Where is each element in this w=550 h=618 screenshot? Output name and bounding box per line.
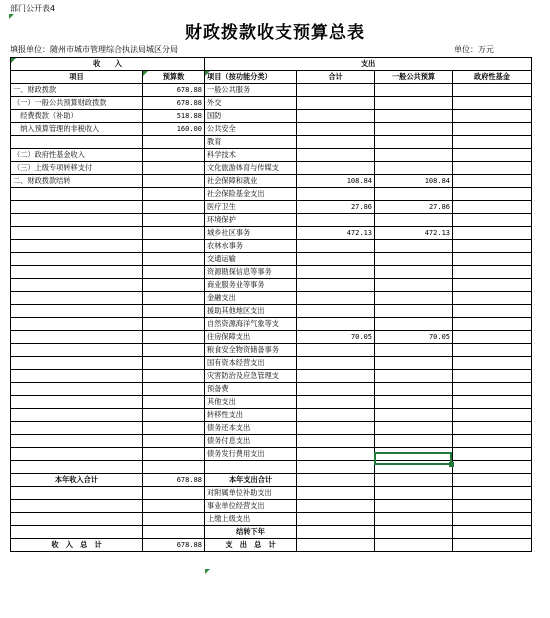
table-row xyxy=(11,149,532,162)
expense-general-cell xyxy=(375,383,453,396)
table-row xyxy=(11,344,532,357)
expense-fund-cell xyxy=(453,175,532,188)
cell xyxy=(143,486,205,499)
table-row xyxy=(11,396,532,409)
expense-fund-cell xyxy=(453,383,532,396)
expense-item-cell: 社会保险基金支出 xyxy=(205,188,297,201)
expense-item-cell: 预备费 xyxy=(205,383,297,396)
income-total-value: 678.88 xyxy=(143,473,205,486)
expense-total-cell xyxy=(297,97,375,110)
comment-marker-icon xyxy=(11,58,16,63)
table-row xyxy=(11,318,532,331)
expense-item-cell: 城乡社区事务 xyxy=(205,227,297,240)
header-row-1 xyxy=(11,58,532,71)
expense-fund-cell xyxy=(453,448,532,461)
expense-fund-cell xyxy=(453,357,532,370)
cell xyxy=(143,512,205,525)
income-value-cell xyxy=(143,357,205,370)
col-budget-header: 预算数 xyxy=(143,71,205,84)
expense-fund-cell xyxy=(453,188,532,201)
expense-fund-cell xyxy=(453,162,532,175)
table-row xyxy=(11,383,532,396)
expense-fund-cell xyxy=(453,214,532,227)
income-value-cell xyxy=(143,318,205,331)
expense-general-cell xyxy=(375,188,453,201)
expense-item-cell: 科学技术 xyxy=(205,149,297,162)
table-row xyxy=(11,422,532,435)
expense-general-cell xyxy=(375,162,453,175)
expense-general-cell xyxy=(375,292,453,305)
expense-item-cell: 商业服务业等事务 xyxy=(205,279,297,292)
income-item-cell xyxy=(11,227,143,240)
cell xyxy=(297,512,375,525)
income-value-cell xyxy=(143,435,205,448)
income-value-cell: 678.88 xyxy=(143,97,205,110)
income-item-cell xyxy=(11,435,143,448)
extra-row xyxy=(11,486,532,499)
expense-fund-cell xyxy=(453,123,532,136)
cell xyxy=(453,512,532,525)
income-value-cell xyxy=(143,214,205,227)
income-value-cell xyxy=(143,279,205,292)
income-value-cell xyxy=(143,201,205,214)
expense-total-cell: 27.86 xyxy=(297,201,375,214)
cell xyxy=(453,499,532,512)
corner-label: 部门公开表4 xyxy=(10,4,56,13)
expense-total-cell xyxy=(297,84,375,97)
table-row xyxy=(11,253,532,266)
income-item-cell xyxy=(11,279,143,292)
expense-total-cell xyxy=(297,214,375,227)
expense-total-cell xyxy=(297,110,375,123)
table-row xyxy=(11,292,532,305)
cell xyxy=(453,486,532,499)
table-row xyxy=(11,188,532,201)
expense-total-cell xyxy=(297,149,375,162)
expense-general-cell xyxy=(375,97,453,110)
expense-item-cell: 环境保护 xyxy=(205,214,297,227)
income-item-cell: 一、财政拨款 xyxy=(11,84,143,97)
expense-fund-cell xyxy=(453,240,532,253)
table-row xyxy=(11,227,532,240)
cell xyxy=(375,512,453,525)
table-row xyxy=(11,279,532,292)
expense-general-cell xyxy=(375,84,453,97)
expense-total-cell xyxy=(297,292,375,305)
table-row xyxy=(11,97,532,110)
expense-general-cell xyxy=(375,422,453,435)
expense-item-cell: 教育 xyxy=(205,136,297,149)
expense-item-cell: 住房保障支出 xyxy=(205,331,297,344)
table-row xyxy=(11,162,532,175)
income-value-cell xyxy=(143,370,205,383)
page-title: 财政拨款收支预算总表 xyxy=(185,23,365,43)
col-general-header: 一般公共预算 xyxy=(375,71,453,84)
cell xyxy=(11,499,143,512)
expense-general-cell: 70.05 xyxy=(375,331,453,344)
expense-total-cell: 70.05 xyxy=(297,331,375,344)
expense-total-cell xyxy=(297,318,375,331)
table-row xyxy=(11,201,532,214)
cell xyxy=(143,499,205,512)
comment-marker-icon xyxy=(205,569,210,574)
expense-total-cell xyxy=(297,357,375,370)
expense-fund-cell xyxy=(453,253,532,266)
budget-table xyxy=(10,57,532,552)
expense-total-cell xyxy=(297,279,375,292)
income-value-cell xyxy=(143,240,205,253)
cell xyxy=(297,499,375,512)
income-value-cell xyxy=(143,344,205,357)
expense-item-cell: 金融支出 xyxy=(205,292,297,305)
expense-fund-cell xyxy=(453,97,532,110)
income-item-cell xyxy=(11,266,143,279)
table-row xyxy=(11,331,532,344)
table-row xyxy=(11,409,532,422)
income-value-cell xyxy=(143,175,205,188)
expense-fund-cell xyxy=(453,396,532,409)
income-value-cell xyxy=(143,383,205,396)
expense-total-cell xyxy=(297,396,375,409)
expense-header: 支出 xyxy=(205,58,532,71)
expense-item-cell xyxy=(205,461,297,474)
income-item-cell: （一）一般公共预算财政拨款 xyxy=(11,97,143,110)
extra-row-label: 上缴上级支出 xyxy=(205,512,297,525)
expense-total-cell xyxy=(297,344,375,357)
expense-general-cell xyxy=(375,253,453,266)
expense-item-cell: 国防 xyxy=(205,110,297,123)
cell xyxy=(375,499,453,512)
income-item-cell xyxy=(11,409,143,422)
expense-total-cell xyxy=(297,266,375,279)
income-value-cell xyxy=(143,188,205,201)
income-item-cell xyxy=(11,344,143,357)
income-value-cell xyxy=(143,266,205,279)
extra-row-label: 事业单位经营支出 xyxy=(205,499,297,512)
expense-item-cell: 援助其他地区支出 xyxy=(205,305,297,318)
expense-fund-cell xyxy=(453,84,532,97)
table-row xyxy=(11,305,532,318)
expense-item-cell: 公共安全 xyxy=(205,123,297,136)
cell xyxy=(297,486,375,499)
income-item-cell xyxy=(11,357,143,370)
carry-row xyxy=(11,525,532,538)
expense-general-cell: 108.84 xyxy=(375,175,453,188)
expense-fund-cell xyxy=(453,435,532,448)
cell xyxy=(11,512,143,525)
income-value-cell xyxy=(143,331,205,344)
expense-fund-cell xyxy=(453,292,532,305)
expense-fund-cell xyxy=(453,409,532,422)
table-row xyxy=(11,435,532,448)
expense-total-cell xyxy=(297,461,375,474)
expense-fund-cell xyxy=(453,110,532,123)
reporting-unit: 填报单位：随州市城市管理综合执法局城区分局 xyxy=(10,45,178,54)
income-value-cell xyxy=(143,253,205,266)
income-value-cell xyxy=(143,292,205,305)
income-value-cell xyxy=(143,448,205,461)
expense-fund-cell xyxy=(453,266,532,279)
extra-row xyxy=(11,499,532,512)
expense-item-cell: 国有资本经营支出 xyxy=(205,357,297,370)
expense-general-cell: 472.13 xyxy=(375,227,453,240)
unit-label: 单位：万元 xyxy=(454,45,494,54)
expense-fund-cell xyxy=(453,370,532,383)
expense-total-cell xyxy=(297,253,375,266)
table-row xyxy=(11,266,532,279)
expense-fund-cell xyxy=(453,461,532,474)
expense-item-cell: 一般公共服务 xyxy=(205,84,297,97)
expense-general-cell xyxy=(375,266,453,279)
expense-fund-cell xyxy=(453,305,532,318)
expense-total-cell xyxy=(297,370,375,383)
expense-total-cell xyxy=(297,305,375,318)
table-row xyxy=(11,448,532,461)
fill-handle[interactable] xyxy=(449,462,454,467)
table-row xyxy=(11,240,532,253)
expense-fund-cell xyxy=(453,344,532,357)
expense-item-cell: 外交 xyxy=(205,97,297,110)
income-item-cell: （二）政府性基金收入 xyxy=(11,149,143,162)
income-item-cell: 经费拨款（补助） xyxy=(11,110,143,123)
col-item-header: 项目 xyxy=(11,71,143,84)
expense-general-cell xyxy=(375,149,453,162)
expense-item-cell: 灾害防治及应急管理支 xyxy=(205,370,297,383)
cell xyxy=(453,525,532,538)
expense-general-cell: 27.86 xyxy=(375,201,453,214)
income-value-cell: 160.00 xyxy=(143,123,205,136)
income-item-cell xyxy=(11,422,143,435)
income-item-cell xyxy=(11,370,143,383)
expense-item-cell: 文化旅游体育与传媒支 xyxy=(205,162,297,175)
income-item-cell xyxy=(11,318,143,331)
income-value-cell xyxy=(143,461,205,474)
cell xyxy=(297,538,375,551)
expense-general-cell xyxy=(375,396,453,409)
expense-fund-cell xyxy=(453,331,532,344)
comment-marker-icon xyxy=(205,71,210,76)
expense-general-cell xyxy=(375,279,453,292)
cell xyxy=(297,473,375,486)
income-item-cell xyxy=(11,448,143,461)
expense-general-cell xyxy=(375,409,453,422)
income-total-row xyxy=(11,473,532,486)
cell xyxy=(453,473,532,486)
grand-total-row xyxy=(11,538,532,551)
cell xyxy=(11,525,143,538)
table-row xyxy=(11,370,532,383)
income-value-cell: 518.88 xyxy=(143,110,205,123)
expense-fund-cell xyxy=(453,136,532,149)
cell xyxy=(375,525,453,538)
expense-general-cell xyxy=(375,136,453,149)
expense-item-cell: 自然资源海洋气象等支 xyxy=(205,318,297,331)
expense-general-cell xyxy=(375,344,453,357)
income-item-cell xyxy=(11,292,143,305)
table-row xyxy=(11,110,532,123)
header-row-2 xyxy=(11,71,532,84)
table-row xyxy=(11,136,532,149)
expense-general-cell xyxy=(375,370,453,383)
expense-general-cell xyxy=(375,435,453,448)
expense-total-cell: 472.13 xyxy=(297,227,375,240)
income-item-cell xyxy=(11,396,143,409)
income-value-cell: 678.88 xyxy=(143,84,205,97)
grand-income-value: 678.88 xyxy=(143,538,205,551)
income-header: 收 入 xyxy=(11,58,205,71)
income-item-cell xyxy=(11,253,143,266)
expense-total-cell: 108.84 xyxy=(297,175,375,188)
expense-total-cell xyxy=(297,123,375,136)
income-item-cell xyxy=(11,461,143,474)
expense-item-cell: 债务还本支出 xyxy=(205,422,297,435)
expense-general-cell xyxy=(375,240,453,253)
grand-expense-label: 支 出 总 计 xyxy=(205,538,297,551)
expense-total-label: 本年支出合计 xyxy=(205,473,297,486)
expense-item-cell: 交通运输 xyxy=(205,253,297,266)
table-row xyxy=(11,84,532,97)
expense-item-cell: 农林水事务 xyxy=(205,240,297,253)
expense-item-cell: 医疗卫生 xyxy=(205,201,297,214)
comment-marker-icon xyxy=(143,71,148,76)
carry-label: 结转下年 xyxy=(205,525,297,538)
expense-total-cell xyxy=(297,409,375,422)
income-value-cell xyxy=(143,305,205,318)
expense-fund-cell xyxy=(453,279,532,292)
expense-item-cell: 债务付息支出 xyxy=(205,435,297,448)
expense-total-cell xyxy=(297,240,375,253)
expense-general-cell xyxy=(375,123,453,136)
income-value-cell xyxy=(143,396,205,409)
expense-fund-cell xyxy=(453,227,532,240)
expense-general-cell xyxy=(375,318,453,331)
income-item-cell xyxy=(11,331,143,344)
expense-total-cell xyxy=(297,383,375,396)
income-value-cell xyxy=(143,409,205,422)
table-row xyxy=(11,357,532,370)
expense-total-cell xyxy=(297,435,375,448)
income-value-cell xyxy=(143,422,205,435)
income-value-cell xyxy=(143,162,205,175)
income-item-cell: 纳入预算管理的非税收入 xyxy=(11,123,143,136)
cell xyxy=(375,473,453,486)
expense-fund-cell xyxy=(453,149,532,162)
income-value-cell xyxy=(143,136,205,149)
table-row xyxy=(11,214,532,227)
expense-fund-cell xyxy=(453,318,532,331)
expense-item-cell: 资源勘探信息等事务 xyxy=(205,266,297,279)
expense-general-cell xyxy=(375,110,453,123)
expense-item-cell: 债务发行费用支出 xyxy=(205,448,297,461)
expense-fund-cell xyxy=(453,422,532,435)
grand-income-label: 收 入 总 计 xyxy=(11,538,143,551)
expense-general-cell xyxy=(375,214,453,227)
expense-total-cell xyxy=(297,188,375,201)
income-item-cell xyxy=(11,188,143,201)
expense-general-cell xyxy=(375,357,453,370)
income-item-cell: （三）上级专项转移支付 xyxy=(11,162,143,175)
income-item-cell xyxy=(11,383,143,396)
income-item-cell: 二、财政拨款结转 xyxy=(11,175,143,188)
cell xyxy=(375,486,453,499)
expense-total-cell xyxy=(297,448,375,461)
expense-fund-cell xyxy=(453,201,532,214)
cell xyxy=(453,538,532,551)
income-item-cell xyxy=(11,240,143,253)
cell xyxy=(375,538,453,551)
expense-general-cell xyxy=(375,305,453,318)
col-exp-item-header: 项目（按功能分类） xyxy=(205,71,297,84)
cell xyxy=(11,486,143,499)
table-row xyxy=(11,175,532,188)
income-item-cell xyxy=(11,136,143,149)
income-item-cell xyxy=(11,214,143,227)
expense-item-cell: 粮食安全物资储备事务 xyxy=(205,344,297,357)
expense-total-cell xyxy=(297,162,375,175)
income-item-cell xyxy=(11,201,143,214)
expense-total-cell xyxy=(297,136,375,149)
cell xyxy=(143,525,205,538)
expense-item-cell: 其他支出 xyxy=(205,396,297,409)
expense-item-cell: 社会保障和就业 xyxy=(205,175,297,188)
selected-cell[interactable] xyxy=(374,452,452,465)
cell xyxy=(297,525,375,538)
income-total-label: 本年收入合计 xyxy=(11,473,143,486)
expense-item-cell: 转移性支出 xyxy=(205,409,297,422)
col-fund-header: 政府性基金 xyxy=(453,71,532,84)
expense-total-cell xyxy=(297,422,375,435)
income-value-cell xyxy=(143,227,205,240)
extra-row-label: 对附属单位补助支出 xyxy=(205,486,297,499)
extra-row xyxy=(11,512,532,525)
table-row xyxy=(11,123,532,136)
income-value-cell xyxy=(143,149,205,162)
col-total-header: 合计 xyxy=(297,71,375,84)
income-item-cell xyxy=(11,305,143,318)
